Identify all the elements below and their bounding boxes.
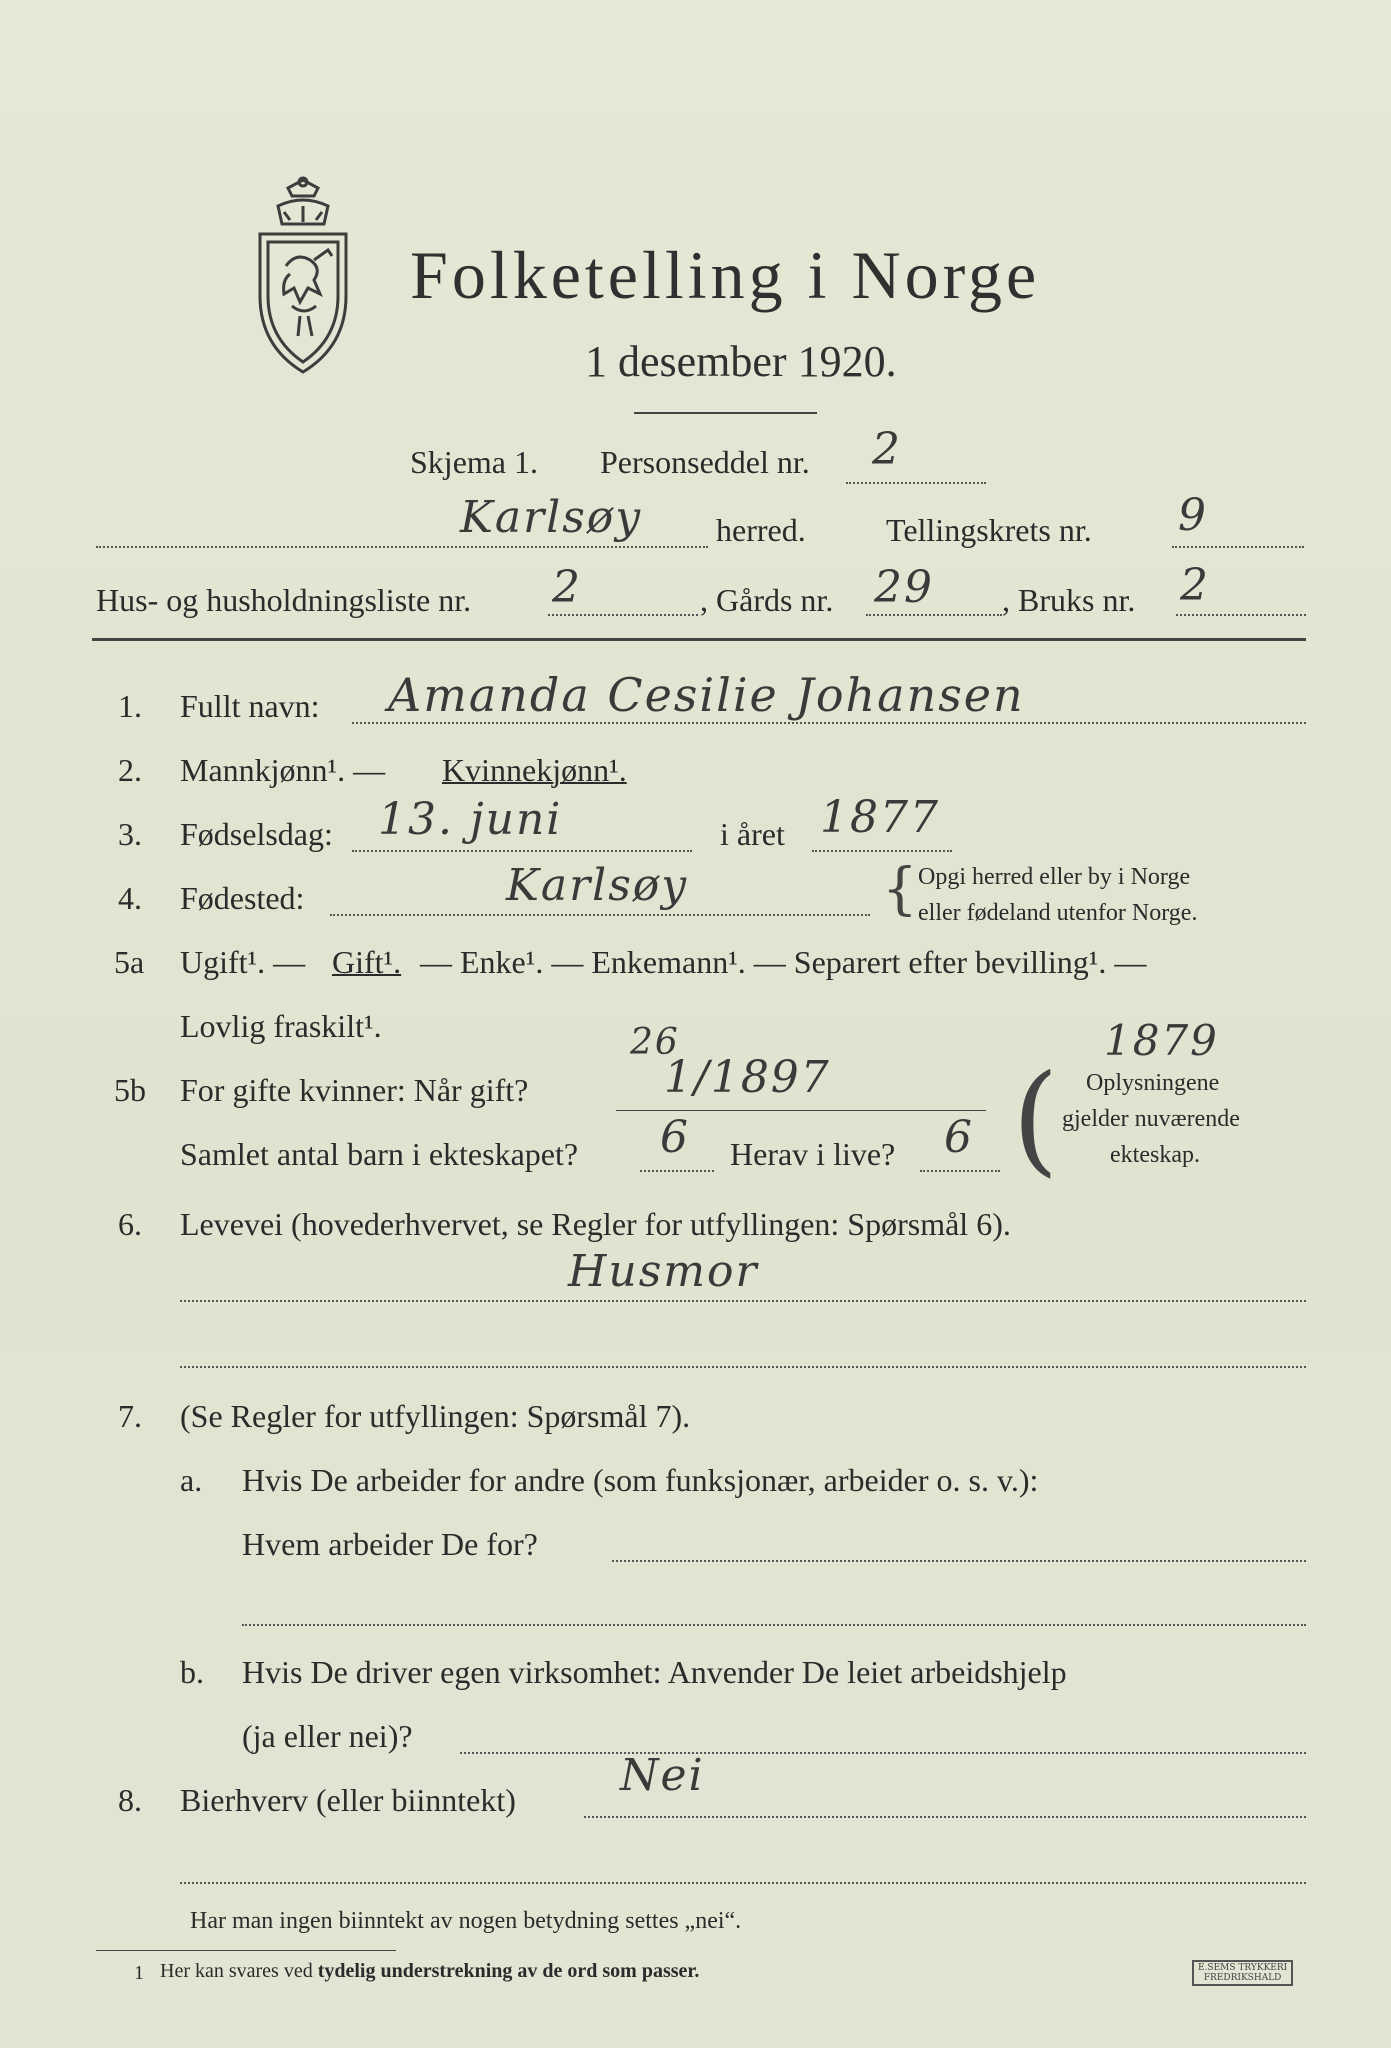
q5b-live-line bbox=[920, 1170, 1000, 1172]
q5b-label: For gifte kvinner: Når gift? bbox=[180, 1072, 529, 1108]
census-date: 1 desember 1920. bbox=[585, 337, 897, 386]
q3-number: 3. bbox=[118, 816, 142, 852]
q5a-number: 5a bbox=[114, 944, 145, 980]
q2-number: 2. bbox=[118, 752, 142, 788]
q7b-line1: Hvis De driver egen virksomhet: Anvender De leiet arbeidshjelp bbox=[242, 1654, 1067, 1690]
q8-value: Nei bbox=[620, 1750, 705, 1801]
q7a-number: a. bbox=[180, 1462, 203, 1498]
q5a-lovlig: Lovlig fraskilt¹. bbox=[180, 1008, 382, 1044]
q6-label: Levevei (hovederhvervet, se Regler for utfyllingen: Spørsmål 6). bbox=[180, 1206, 1011, 1242]
herred-line bbox=[96, 546, 708, 548]
q3-year-value: 1877 bbox=[820, 792, 940, 843]
q7b-number: b. bbox=[180, 1654, 204, 1690]
q5b-barn-line bbox=[640, 1170, 714, 1172]
personseddel-line bbox=[846, 482, 986, 484]
q7b-answer-line bbox=[460, 1752, 1306, 1754]
q6-line1 bbox=[180, 1300, 1306, 1302]
q4-value: Karlsøy bbox=[506, 860, 689, 911]
personseddel-label: Personseddel nr. bbox=[600, 444, 810, 480]
tellingskrets-label: Tellingskrets nr. bbox=[886, 512, 1092, 548]
q5b-gift-day: 26 bbox=[630, 1022, 680, 1063]
q5b-gift-line bbox=[616, 1110, 986, 1111]
q5b-live-label: Herav i live? bbox=[730, 1136, 896, 1172]
q3-label: Fødselsdag: bbox=[180, 816, 333, 852]
q7-number: 7. bbox=[118, 1398, 142, 1434]
q7a-line1: Hvis De arbeider for andre (som funksjonær, arbeider o. s. v.): bbox=[242, 1462, 1039, 1498]
q2-mannkjonn: Mannkjønn¹. — bbox=[180, 752, 386, 788]
footnote-pre: Her kan svares ved bbox=[160, 1960, 313, 1982]
q1-value: Amanda Cesilie Johansen bbox=[388, 668, 1025, 722]
footnote-number: 1 bbox=[134, 1962, 144, 1984]
q1-number: 1. bbox=[118, 688, 142, 724]
gards-label: , Gårds nr. bbox=[700, 582, 834, 618]
q4-note-line2: eller fødeland utenfor Norge. bbox=[918, 900, 1198, 926]
q7b-line2: (ja eller nei)? bbox=[242, 1718, 413, 1754]
q5b-barn-value: 6 bbox=[660, 1112, 690, 1163]
q2-kvinnekjonn: Kvinnekjønn¹. bbox=[442, 752, 627, 788]
herred-label: herred. bbox=[716, 512, 806, 548]
personseddel-value: 2 bbox=[872, 424, 902, 475]
herred-value: Karlsøy bbox=[460, 492, 643, 543]
q5b-bracket: ( bbox=[1012, 1050, 1059, 1189]
q1-line bbox=[352, 722, 1306, 724]
q6-number: 6. bbox=[118, 1206, 142, 1242]
q5b-side-year: 1879 bbox=[1104, 1016, 1219, 1065]
section-divider bbox=[92, 638, 1306, 641]
q8-line bbox=[584, 1816, 1306, 1818]
tellingskrets-value: 9 bbox=[1178, 490, 1208, 541]
q4-line bbox=[330, 914, 870, 916]
q5b-barn-label: Samlet antal barn i ekteskapet? bbox=[180, 1136, 579, 1172]
q1-label: Fullt navn: bbox=[180, 688, 320, 724]
q4-brace: { bbox=[882, 857, 918, 922]
printer-stamp-line1: E.SEMS TRYKKERI bbox=[1198, 1963, 1288, 1973]
q5b-live-value: 6 bbox=[944, 1112, 974, 1163]
q3-day-line bbox=[352, 850, 692, 852]
q7a-line2: Hvem arbeider De for? bbox=[242, 1526, 538, 1562]
q5b-number: 5b bbox=[114, 1072, 146, 1108]
q8-label: Bierhverv (eller biinntekt) bbox=[180, 1782, 516, 1818]
title-divider bbox=[634, 412, 817, 414]
q5a-gift: Gift¹. bbox=[332, 944, 402, 980]
q8-line2 bbox=[180, 1882, 1306, 1884]
form-title: Folketelling i Norge bbox=[410, 237, 1041, 313]
q3-day-value: 13. juni bbox=[378, 794, 563, 845]
q7-label: (Se Regler for utfyllingen: Spørsmål 7). bbox=[180, 1398, 691, 1434]
printer-stamp-line2: FREDRIKSHALD bbox=[1203, 1973, 1282, 1983]
bruks-value: 2 bbox=[1180, 560, 1210, 611]
footnote-text bbox=[160, 1960, 699, 1983]
q7a-answer-line1 bbox=[612, 1560, 1306, 1562]
hus-line bbox=[548, 614, 698, 616]
gards-line bbox=[866, 614, 1002, 616]
gards-value: 29 bbox=[874, 562, 934, 613]
q5b-note-line1: Oplysningene bbox=[1086, 1070, 1220, 1096]
q4-label: Fødested: bbox=[180, 880, 305, 916]
q6-value: Husmor bbox=[568, 1246, 759, 1297]
q5b-gift-value: 1/1897 bbox=[664, 1052, 831, 1103]
bruks-label: , Bruks nr. bbox=[1002, 582, 1136, 618]
footnote-divider bbox=[96, 1950, 396, 1951]
coat-of-arms-icon bbox=[248, 176, 358, 376]
hus-value: 2 bbox=[552, 562, 582, 613]
tellingskrets-line bbox=[1172, 546, 1304, 548]
q5b-note-line2: gjelder nuværende bbox=[1062, 1106, 1240, 1132]
q5b-note-line3: ekteskap. bbox=[1110, 1142, 1200, 1168]
hus-label: Hus- og husholdningsliste nr. bbox=[96, 582, 472, 618]
q3-year-label: i året bbox=[720, 816, 785, 852]
printer-stamp bbox=[1192, 1960, 1293, 1986]
q4-number: 4. bbox=[118, 880, 142, 916]
footnote-bold: tydelig understrekning av de ord som passer. bbox=[317, 1960, 700, 1982]
skjema-label: Skjema 1. bbox=[410, 444, 538, 480]
q6-line2 bbox=[180, 1366, 1306, 1368]
q5a-rest: — Enke¹. — Enkemann¹. — Separert efter bevilling¹. — bbox=[420, 944, 1147, 980]
footer-note: Har man ingen biinntekt av nogen betydning settes „nei“. bbox=[190, 1908, 742, 1934]
q8-number: 8. bbox=[118, 1782, 142, 1818]
q4-note-line1: Opgi herred eller by i Norge bbox=[918, 864, 1191, 890]
q5a-ugift: Ugift¹. — bbox=[180, 944, 306, 980]
bruks-line bbox=[1176, 614, 1306, 616]
q7a-answer-line2 bbox=[242, 1624, 1306, 1626]
q3-year-line bbox=[812, 850, 952, 852]
